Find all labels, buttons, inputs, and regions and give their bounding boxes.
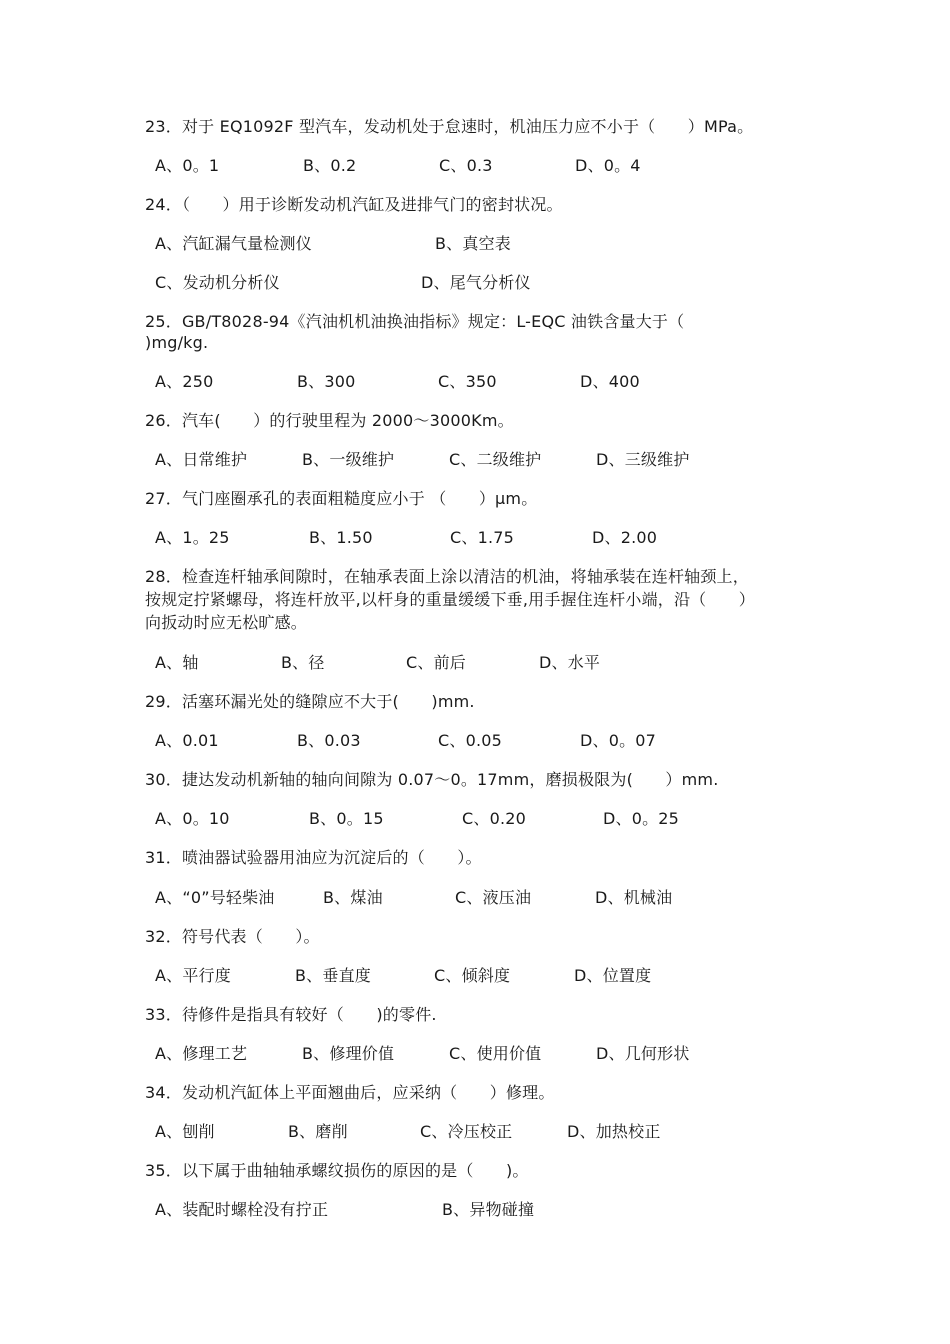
question-33-option-c: C、使用价值 [449, 1044, 542, 1063]
question-28-option-a: A、轴 [155, 653, 199, 672]
question-35-text: 35．以下属于曲轴轴承螺纹损伤的原因的是（ )。 [145, 1161, 529, 1180]
question-25-option-d: D、400 [580, 372, 640, 391]
question-27-option-a: A、1。25 [155, 528, 230, 547]
question-30-option-d: D、0。25 [603, 809, 680, 828]
question-31-option-a: A、“0”号轻柴油 [155, 888, 275, 907]
question-32-option-d: D、位置度 [574, 966, 652, 985]
question-23-option-b: B、0.2 [303, 156, 357, 175]
question-26-option-d: D、三级维护 [596, 450, 690, 469]
question-34-option-b: B、磨削 [288, 1122, 348, 1141]
question-24-option-b: B、真空表 [435, 234, 511, 253]
question-29-text: 29．活塞环漏光处的缝隙应不大于( )mm. [145, 692, 475, 711]
question-28-option-b: B、径 [281, 653, 325, 672]
question-29-option-c: C、0.05 [438, 731, 502, 750]
question-33-option-d: D、几何形状 [596, 1044, 690, 1063]
question-32-option-b: B、垂直度 [295, 966, 371, 985]
question-29-option-a: A、0.01 [155, 731, 219, 750]
question-27-option-b: B、1.50 [309, 528, 373, 547]
question-30-option-b: B、0。15 [309, 809, 384, 828]
question-26-option-b: B、一级维护 [302, 450, 395, 469]
question-34-option-d: D、加热校正 [567, 1122, 661, 1141]
question-29-option-b: B、0.03 [297, 731, 361, 750]
question-31-option-c: C、液压油 [455, 888, 532, 907]
question-29-option-d: D、0。07 [580, 731, 657, 750]
question-28-text-line-1: 28．检查连杆轴承间隙时，在轴承表面上涂以清洁的机油，将轴承装在连杆轴颈上， [145, 567, 749, 586]
question-25-option-c: C、350 [438, 372, 497, 391]
question-24-option-d: D、尾气分析仪 [421, 273, 531, 292]
question-27-text: 27．气门座圈承孔的表面粗糙度应小于 （ ）μm。 [145, 489, 538, 508]
question-34-text: 34．发动机汽缸体上平面翘曲后，应采纳（ ）修理。 [145, 1083, 555, 1102]
question-33-text: 33．待修件是指具有较好（ )的零件. [145, 1005, 437, 1024]
question-33-option-a: A、修理工艺 [155, 1044, 248, 1063]
question-27-option-d: D、2.00 [592, 528, 658, 547]
question-24-option-a: A、汽缸漏气量检测仪 [155, 234, 312, 253]
question-33-option-b: B、修理价值 [302, 1044, 395, 1063]
question-27-option-c: C、1.75 [450, 528, 514, 547]
question-25-text-line-2: )mg/kg. [145, 333, 209, 352]
question-28-option-c: C、前后 [406, 653, 466, 672]
question-34-option-a: A、刨削 [155, 1122, 215, 1141]
question-31-option-d: D、机械油 [595, 888, 673, 907]
question-31-text: 31．喷油器试验器用油应为沉淀后的（ ）。 [145, 848, 482, 867]
question-28-text-line-3: 向扳动时应无松旷感。 [145, 613, 308, 632]
question-26-option-a: A、日常维护 [155, 450, 248, 469]
question-26-option-c: C、二级维护 [449, 450, 542, 469]
question-23-text: 23．对于 EQ1092F 型汽车，发动机处于怠速时，机油压力应不小于（ ）MPa。 [145, 117, 754, 136]
question-31-option-b: B、煤油 [323, 888, 383, 907]
question-30-text: 30．捷达发动机新轴的轴向间隙为 0.07～0。17mm，磨损极限为( ）mm. [145, 770, 719, 789]
question-25-text-line-1: 25．GB/T8028-94《汽油机机油换油指标》规定：L-EQC 油铁含量大于（ [145, 312, 685, 331]
question-32-text: 32．符号代表（ ）。 [145, 927, 320, 946]
question-23-option-a: A、0。1 [155, 156, 220, 175]
question-32-option-a: A、平行度 [155, 966, 231, 985]
question-30-option-a: A、0。10 [155, 809, 230, 828]
question-28-option-d: D、水平 [539, 653, 601, 672]
question-35-option-a: A、装配时螺栓没有拧正 [155, 1200, 329, 1219]
question-25-option-a: A、250 [155, 372, 214, 391]
question-24-text: 24．（ ）用于诊断发动机汽缸及进排气门的密封状况。 [145, 195, 563, 214]
question-24-option-c: C、发动机分析仪 [155, 273, 280, 292]
question-25-option-b: B、300 [297, 372, 356, 391]
question-28-text-line-2: 按规定拧紧螺母，将连杆放平,以杆身的重量缓缓下垂,用手握住连杆小端，沿（ ） [145, 590, 755, 609]
question-32-option-c: C、倾斜度 [434, 966, 511, 985]
question-23-option-c: C、0.3 [439, 156, 493, 175]
question-35-option-b: B、异物碰撞 [442, 1200, 535, 1219]
question-30-option-c: C、0.20 [462, 809, 526, 828]
question-23-option-d: D、0。4 [575, 156, 641, 175]
question-26-text: 26．汽车( ）的行驶里程为 2000～3000Km。 [145, 411, 514, 430]
question-34-option-c: C、冷压校正 [420, 1122, 513, 1141]
